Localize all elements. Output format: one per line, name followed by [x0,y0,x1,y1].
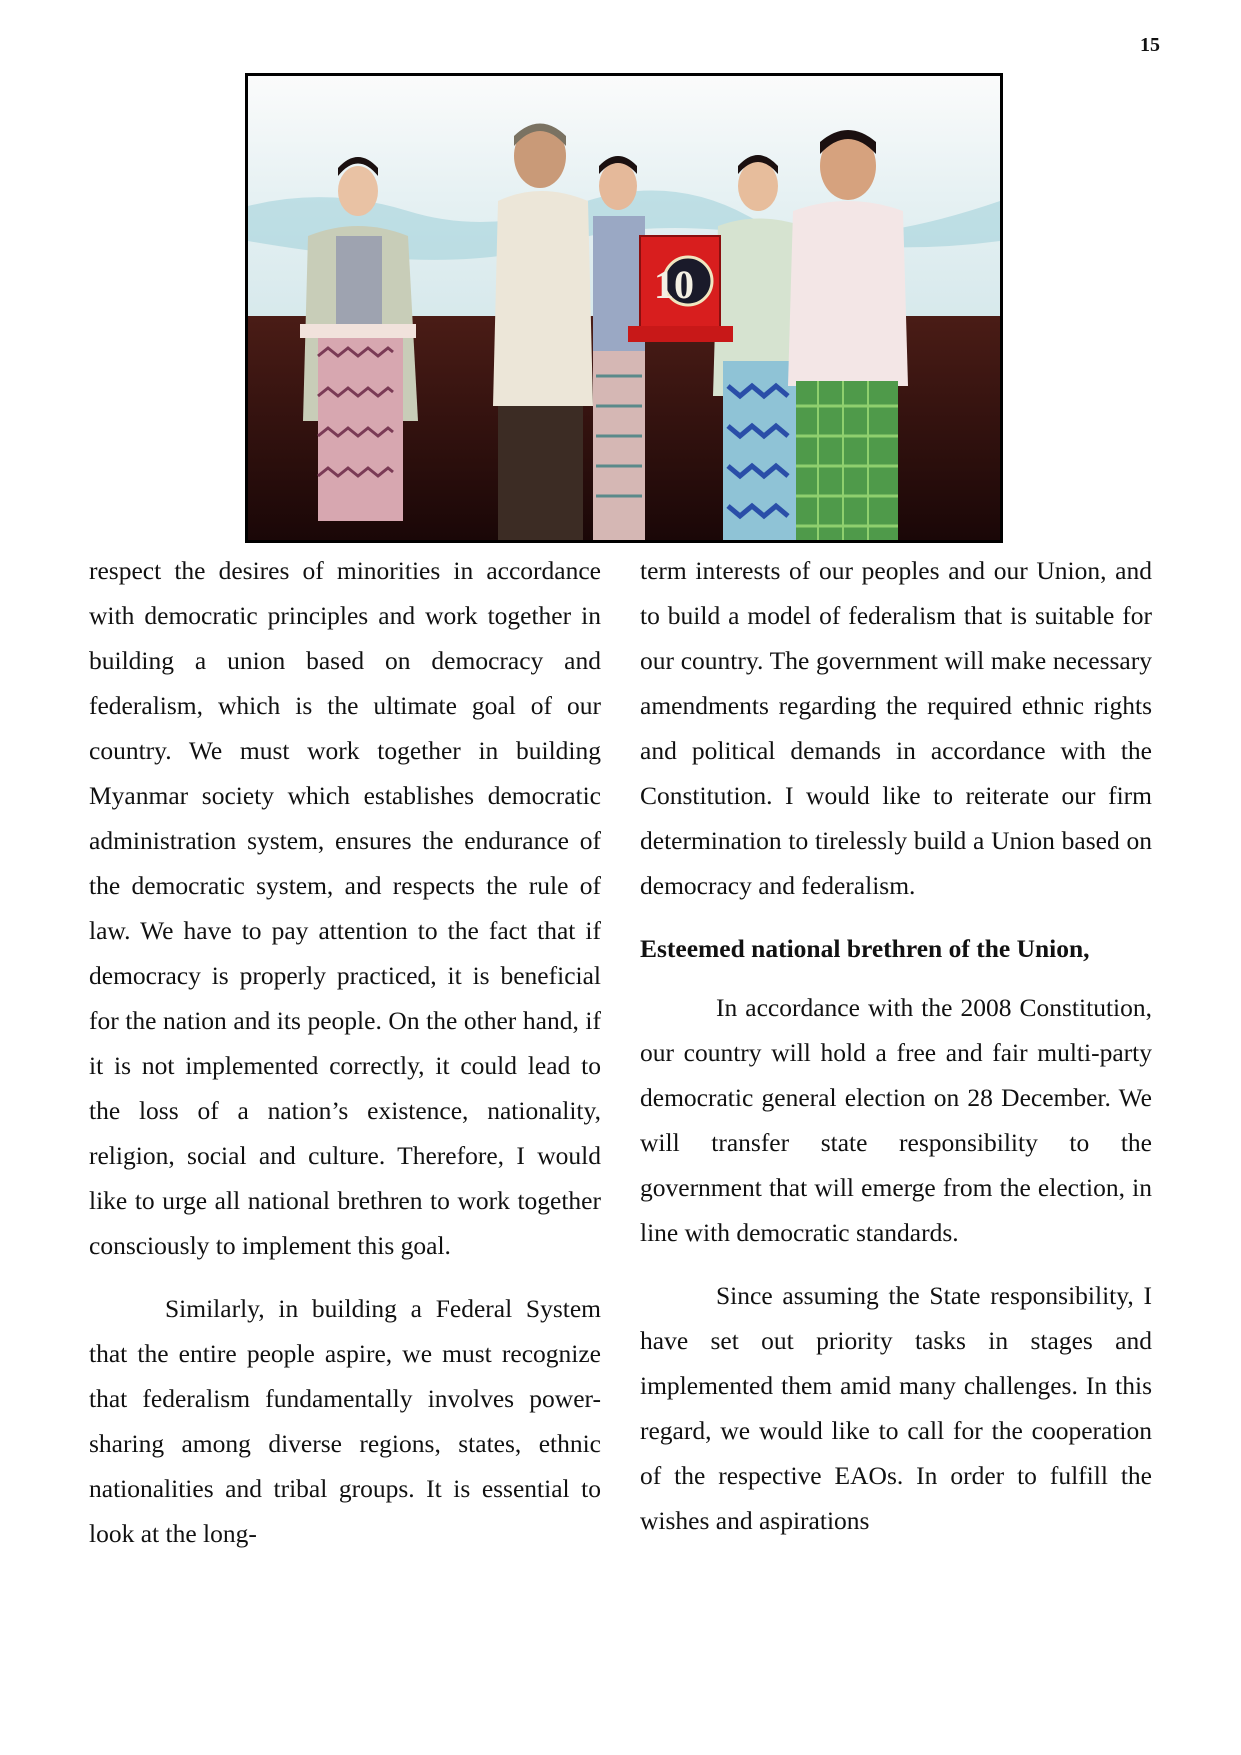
paragraph-long-term-interests: term interests of our peoples and our Union, and to build a model of federalism that is suitable for our country. The government will make necessary amendments regarding the required ethnic rights and political demands in accordance with the Constitution. I would like to reiterate our firm determination to tirelessly build a Union based on democracy and federalism. [640,556,1152,900]
plaque-label: 10 [654,262,694,307]
paragraph-federal-system: Similarly, in building a Federal System that the entire people aspire, we must recognize that federalism fundamentally involves power-sharing among diverse regions, states, ethnic nationalities and tribal groups. It is essential to look at the long- [89,1294,601,1548]
paragraph-priority-tasks: Since assuming the State responsibility, I have set out priority tasks in stages and implemented them amid many challenges. In this regard, we would like to call for the cooperation of the respective EAOs. In order to fulfill the wishes and aspirations [640,1281,1152,1535]
right-column [640,548,1152,1561]
page-number: 15 [1140,34,1160,56]
section-heading: Esteemed national brethren of the Union, [640,934,1090,963]
ceremony-photo-illustration [248,76,1000,540]
left-column [89,548,601,1574]
award-plaque [628,236,733,342]
ceremony-photo [245,73,1003,543]
paragraph-democracy: respect the desires of minorities in accordance with democratic principles and work together in building a union based on democracy and federalism, which is the ultimate goal of our country. We must work together in building Myanmar society which establishes democratic administration system, ensures the endurance of the democratic system, and respects the rule of law. We have to pay attention to the fact that if democracy is properly practiced, it is beneficial for the nation and its people. On the other hand, if it is not implemented correctly, it could lead to the loss of a nation’s existence, nationality, religion, social and culture. Therefore, I would like to urge all national brethren to work together consciously to implement this goal. [89,556,601,1260]
paragraph-election: In accordance with the 2008 Constitution, our country will hold a free and fair multi-party democratic general election on 28 December. We will transfer state responsibility to the government that will emerge from the election, in line with democratic standards. [640,993,1152,1247]
